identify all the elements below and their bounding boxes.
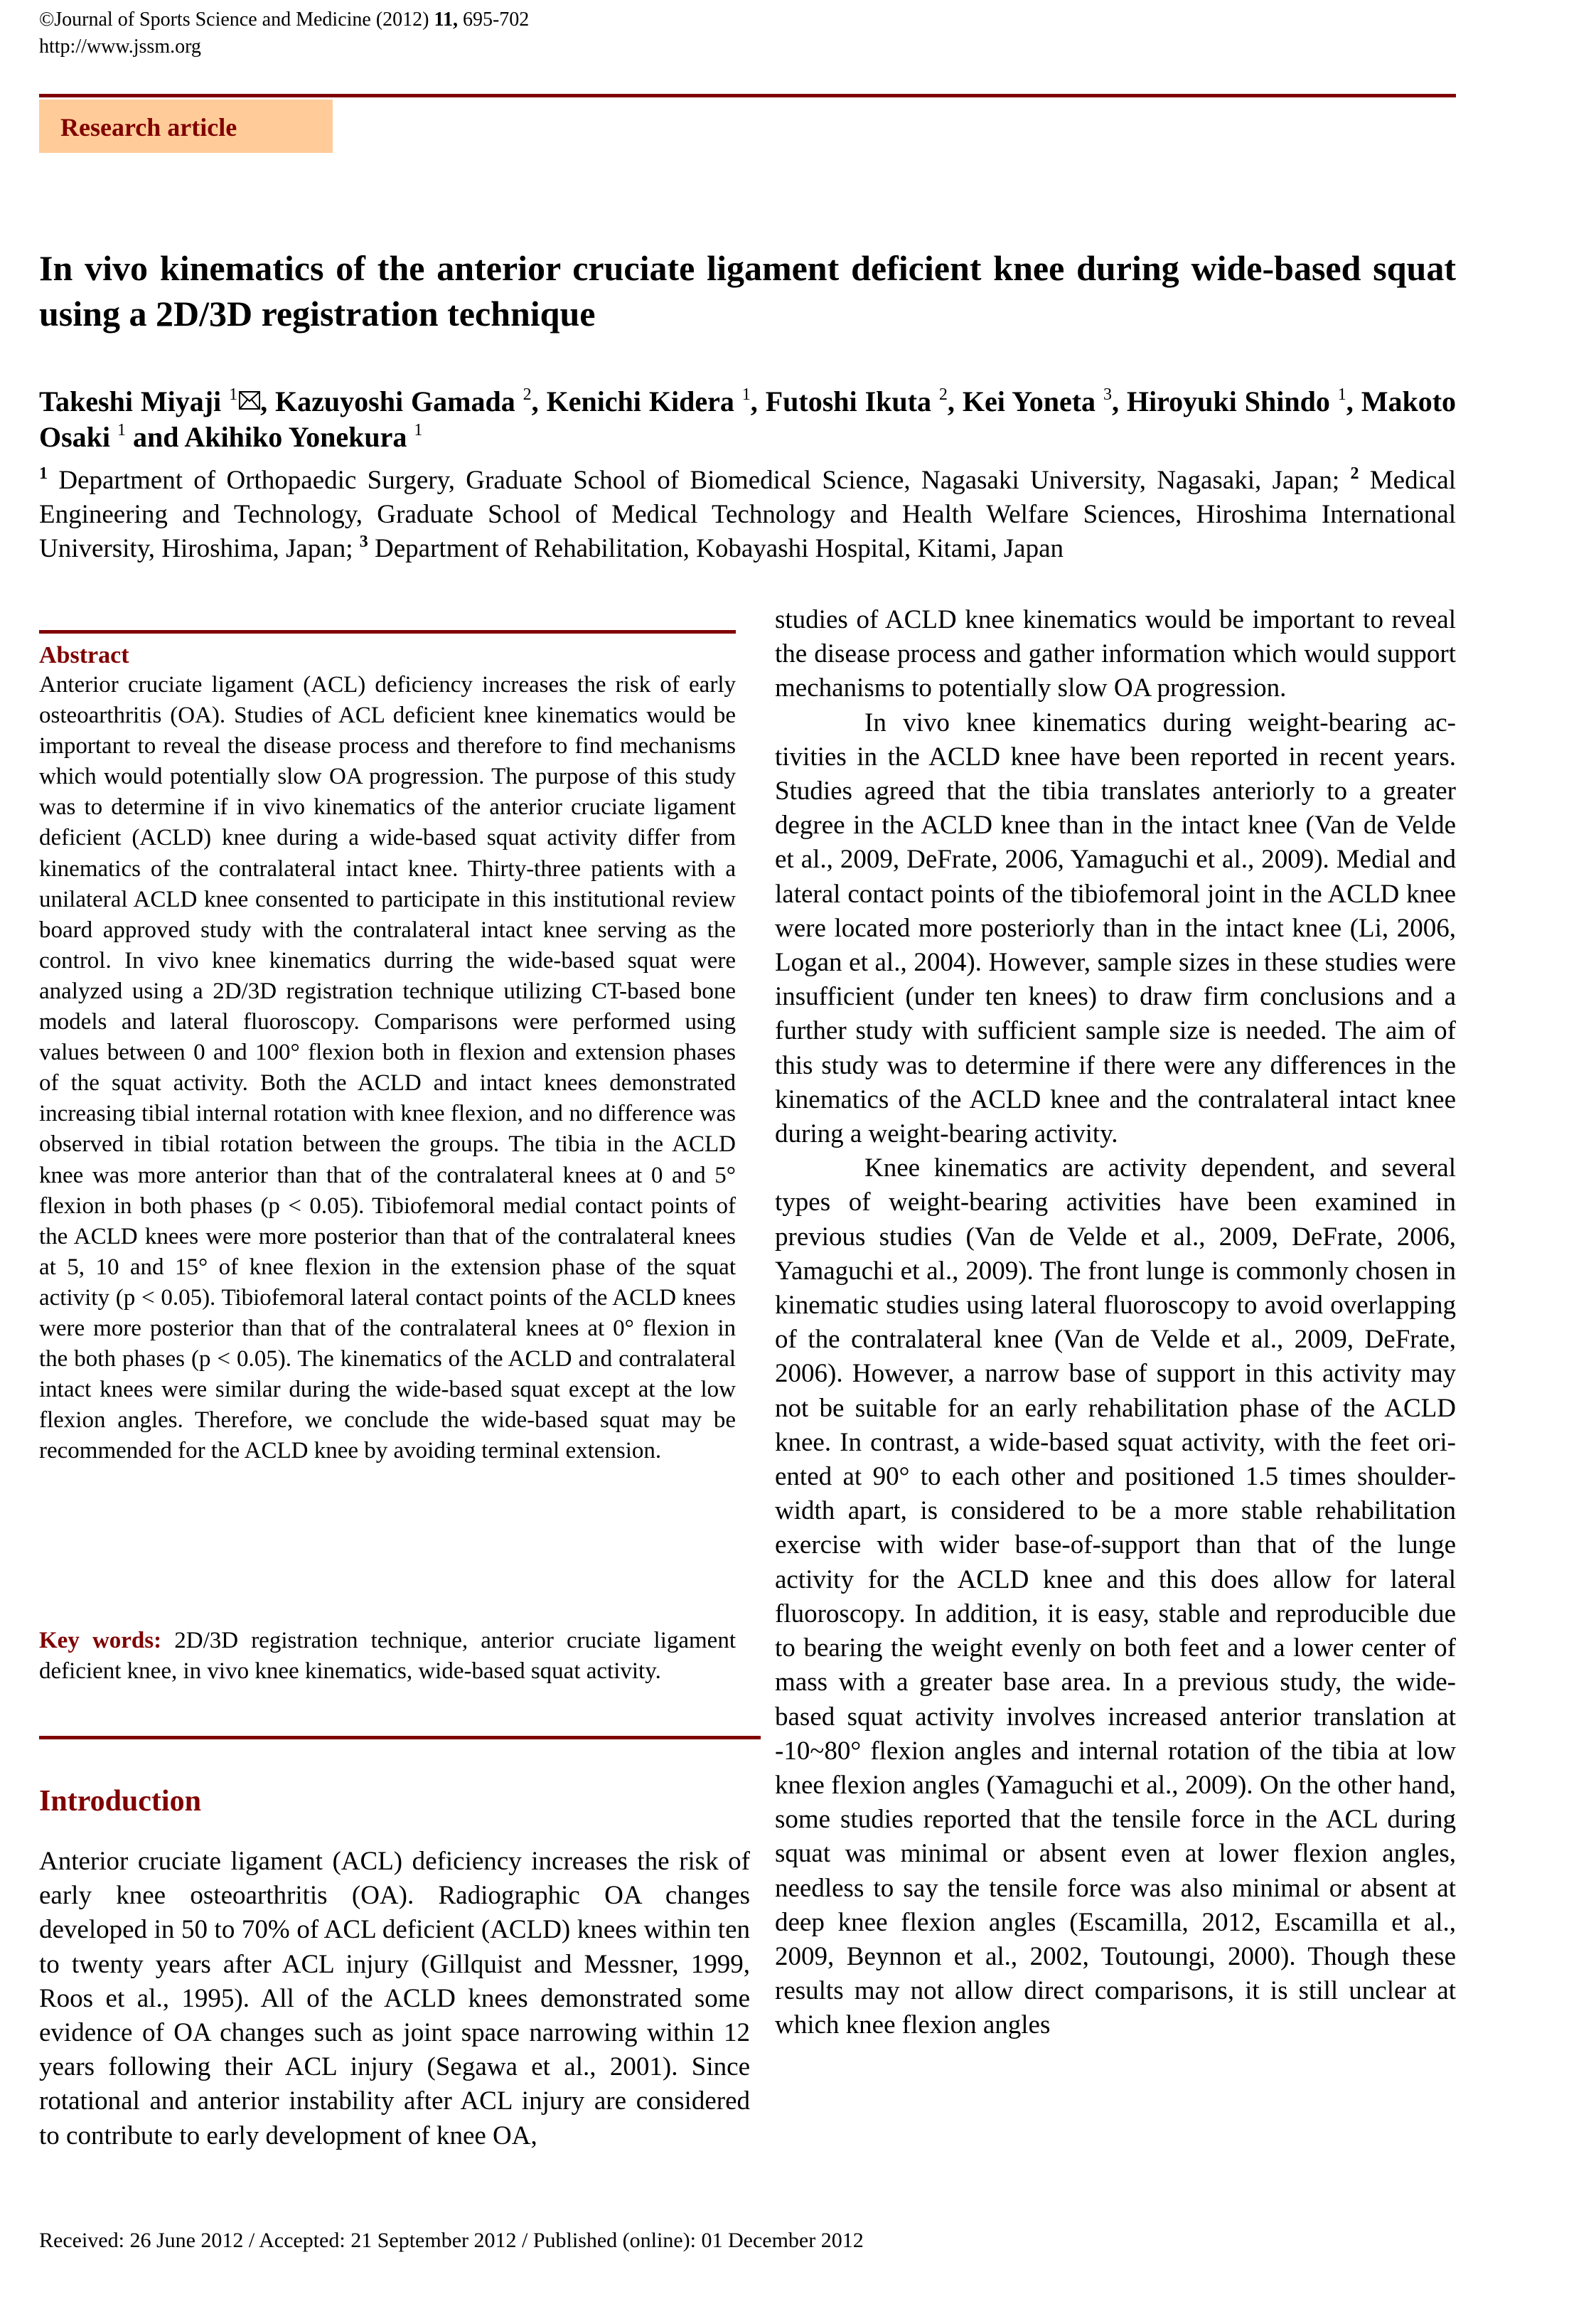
intro-paragraph: Knee kinematics are activity dependent, and several types of weight-bearing activities have been examined in previous studies (Van de Velde et al., 2009, DeFrate, 2006, Yamaguchi et al., 2009). The front lunge is commonly chosen in kinematic studies using lateral fluoroscopy to avoid overlapping of the contralateral knee (Van de Velde et al., 2009, DeFrate, 2006). However, a narrow base of support in this activity may not be suitable for an early rehabilitation phase of the ACLD knee. In contrast, a wide-based squat activity, with the feet oriented at 90° to each other and positioned 1.5 times shoulder-width apart, is considered to be a more stable rehabilitation exercise with wider base-of-support than that of the lunge activity for the ACLD knee and this does allow for lateral fluoroscopy. In addition, it is easy, stable and reproducible due to bearing the weight evenly on both feet and a lower center of mass with a greater base area. In a previous study, the wide-based squat activity involves increased anterior translation at -10~80° flexion angles and internal rotation of the tibia at low knee flexion angles (Yamaguchi et al., 2009). On the other hand, some studies reported that the tensile force in the ACL during squat was minimal or absent even at lower flexion angles, needless to say the tensile force was also minimal or absent at deep knee flexion angles (Escamilla, 2012, Escamilla et al., 2009, Beynnon et al., 2002, Toutoungi, 2000). Though these results may not allow direct comparisons, it is still unclear at which knee flexion angles — [775, 1153, 1456, 2040]
author-name: Kei Yoneta — [962, 385, 1103, 417]
author-name: Kazuyoshi Gamada — [275, 385, 523, 417]
article-type-badge — [39, 100, 333, 153]
author-affiliation-number: 1 — [741, 385, 751, 404]
keywords-text: 2D/3D registration technique, anterior cruciate ligament deficient knee, in vivo knee kinematics, wide-based squat activity. — [39, 1628, 736, 1685]
introduction-right-column — [775, 603, 1456, 2043]
intro-paragraph: In vivo knee kinematics during weight-bearing activities in the ACLD knee have been reported in recent years. Studies agreed that the tibia translates anteriorly to a greater degree in the ACLD knee than in the intact knee (Van de Velde et al., 2009, DeFrate, 2006, Yamaguchi et al., 2009). Medial and lateral contact points of the tibiofemoral joint in the ACLD knee were located more posteriorly than in the intact knee (Li, 2006, Logan et al., 2004). However, sample sizes in these studies were insufficient (under ten knees) to draw firm conclusions and a further study with sufficient sample size is needed. The aim of this study was to determine if there were any differences in the kinematics of the ACLD knee and the contralateral intact knee during a weight-bearing activity. — [775, 708, 1456, 1149]
author-list — [39, 384, 1456, 455]
abstract-heading: Abstract — [39, 642, 129, 668]
abstract-text: Anterior cruciate ligament (ACL) deficiency increases the risk of early osteoarthritis (OA). Studies of ACL deficient knee kinematics would be important to reveal the disease process and therefore to find mechanisms which would potentially slow OA progression. The purpose of this study was to determine if in vivo kinematics of the anterior cruciate ligament deficient (ACLD) knee during a wide-based squat activity differ from kinematics of the contralateral intact knee. Thirty-three patients with a unilateral ACLD knee consented to participate in this institutional review board approved study with the contralateral intact knee serving as the control. In vivo knee kinematics durring the wide-based squat were analyzed using a 2D/3D registration technique utilizing CT-based bone models and lateral fluoroscopy. Comparisons were performed using values between 0 and 100° flexion both in flexion and extension phases of the squat activity. Both the ACLD and intact knees demonstrated increasing tibial internal rotation with knee flexion, and no difference was observed in tibial rotation between the groups. The tibia in the ACLD knee was more anterior than that of the contralateral knees at 0 and 5° flexion in both phases (p < 0.05). Tibiofemoral medial contact points of the ACLD knees were more posterior than that of the contralateral knees at 5, 10 and 15° of knee flexion in the extension phase of the squat activity (p < 0.05). Tibiofemoral lateral contact points of the ACLD knees were more posterior than that of the contralateral knees at 0° flexion in the both phases (p < 0.05). The kinematics of the ACLD and contralateral intact knees were similar during the wide-based squat except at the low flexion angles. Therefore, we conclude the wide-based squat may be recommended for the ACLD knee by avoiding terminal extension. — [39, 672, 736, 1464]
author-separator: , — [750, 385, 766, 417]
intro-paragraph: Anterior cruciate ligament (ACL) deficiency increases the risk of early knee osteoarthritis (OA). Radiographic OA changes developed in 50 to 70% of ACL deficient (ACLD) knees within ten to twenty years after ACL injury (Gillquist and Messner, 1999, Roos et al., 1995). All of the ACLD knees demonstrated some evidence of OA changes such as joint space narrowing within 12 years following their ACL injury (Segawa et al., 2001). Since rotational and anterior instability after ACL injury are considered to contribute to early development of knee OA, — [39, 1847, 750, 2150]
author-affiliation-number: 1 — [414, 421, 423, 439]
affiliation-number: 3 — [359, 533, 368, 551]
affiliation-number: 1 — [39, 464, 48, 483]
author-separator: and — [126, 421, 185, 453]
author-name: Akihiko Yonekura — [184, 421, 414, 453]
author-affiliation-number: 1 — [1337, 385, 1346, 404]
keywords — [39, 1626, 736, 1687]
envelope-icon[interactable] — [239, 391, 260, 410]
affiliation-text: Department of Orthopaedic Surgery, Graduate School of Biomedical Science, Nagasaki University, Nagasaki, Japan; — [48, 466, 1351, 495]
author-separator: , — [260, 385, 276, 417]
author-affiliation-number: 1 — [229, 385, 238, 404]
intro-paragraph: studies of ACLD knee kinematics would be important to reveal the disease process and gather information which would support mechanisms to potentially slow OA progression. — [775, 605, 1456, 703]
author-separator: , — [531, 385, 547, 417]
publication-dates: Received: 26 June 2012 / Accepted: 21 September 2012 / Published (online): 01 December 2012 — [39, 2229, 864, 2252]
journal-volume: 11, — [434, 9, 458, 31]
journal-url[interactable]: http://www.jssm.org — [39, 36, 201, 58]
author-affiliation-number: 2 — [523, 385, 532, 404]
author-name: Takeshi Miyaji — [39, 385, 230, 417]
author-name: Makoto Osaki — [39, 385, 1457, 453]
journal-name: ©Journal of Sports Science and Medicine (2012) — [39, 9, 434, 31]
affiliation-text: Medical Engineering and Technology, Graduate School of Medical Technology and Health Welfare Sciences, Hiroshima International University, Hiroshima, Japan; — [39, 466, 1456, 563]
author-separator: , — [1111, 385, 1127, 417]
article-type-label: Research article — [60, 113, 237, 142]
author-affiliation-number: 2 — [938, 385, 948, 404]
abstract-top-divider — [39, 630, 736, 634]
journal-pages: 695-702 — [457, 9, 530, 31]
header-divider — [39, 94, 1456, 97]
affiliation-number: 2 — [1350, 464, 1359, 483]
author-name: Kenichi Kidera — [546, 385, 742, 417]
affiliation-text: Department of Rehabilitation, Kobayashi Hospital, Kitami, Japan — [368, 534, 1064, 563]
abstract-bottom-divider — [39, 1736, 761, 1739]
journal-citation — [39, 7, 529, 33]
introduction-left-column — [39, 1845, 750, 2153]
keywords-label: Key words: — [39, 1628, 162, 1653]
author-name: Futoshi Ikuta — [765, 385, 939, 417]
author-name: Hiroyuki Shindo — [1126, 385, 1338, 417]
affiliations — [39, 464, 1456, 566]
author-separator: , — [1346, 385, 1361, 417]
introduction-heading: Introduction — [39, 1785, 201, 1818]
abstract-section — [39, 641, 736, 1466]
introduction-heading-wrap — [39, 1783, 736, 1819]
author-affiliation-number: 1 — [117, 421, 127, 439]
author-affiliation-number: 3 — [1103, 385, 1112, 404]
paper-title: In vivo kinematics of the anterior cruciate ligament deficient knee during wide-based squat using a 2D/3D registration technique — [39, 248, 1456, 334]
author-separator: , — [947, 385, 963, 417]
